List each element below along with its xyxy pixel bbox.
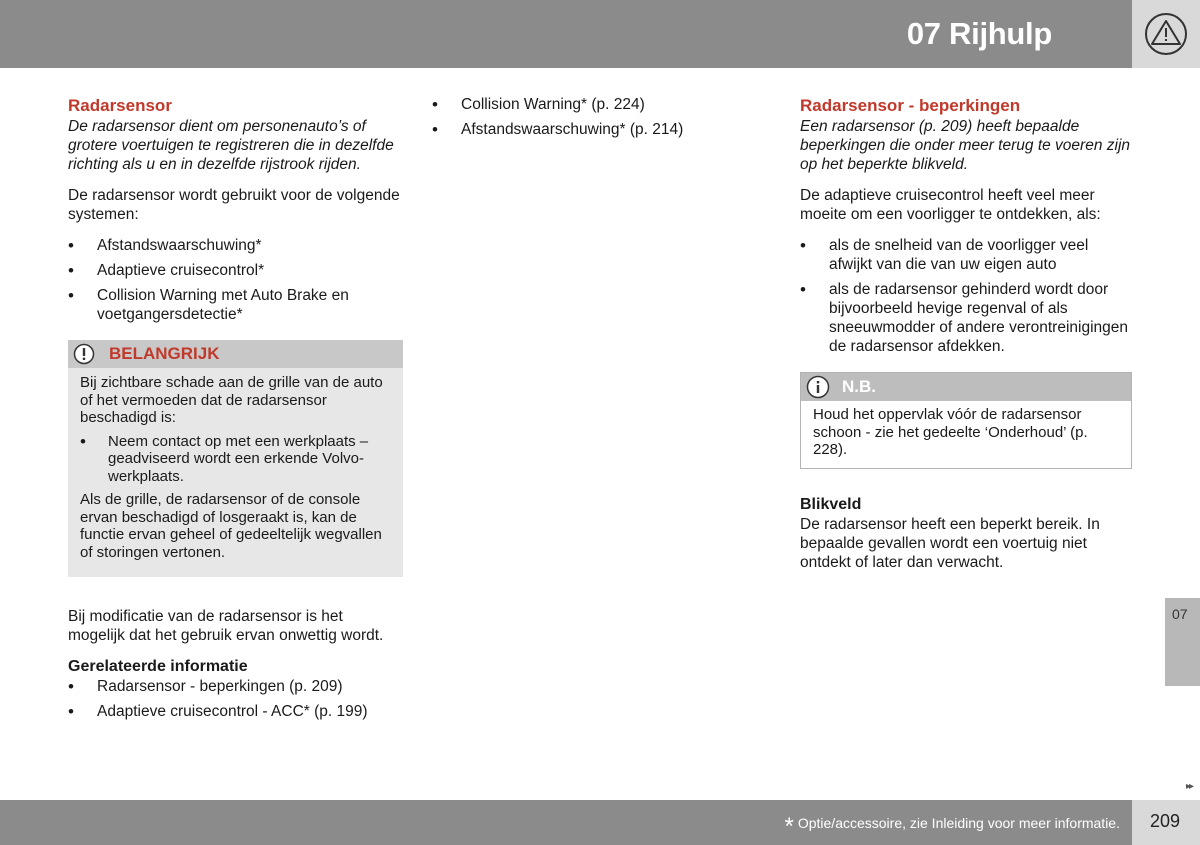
page-footer xyxy=(0,800,1132,845)
section-heading: Radarsensor - beperkingen xyxy=(800,96,1021,115)
important-header xyxy=(68,340,403,368)
chapter-title: 07 Rijhulp xyxy=(906,16,1052,51)
continued-list xyxy=(432,95,762,139)
column-continued xyxy=(432,95,762,151)
list-item: • Afstandswaarschuwing* xyxy=(68,236,403,255)
paragraph: De radarsensor wordt gebruikt voor de volgende systemen: xyxy=(68,187,400,223)
note-text: Houd het oppervlak vóór de radarsensor schoon - zie het gedeelte ‘Onderhoud’ (p. 228). xyxy=(813,406,1088,458)
conditions-list xyxy=(800,236,1132,356)
column-beperkingen xyxy=(800,95,1132,584)
info-icon xyxy=(806,375,830,399)
related-link[interactable]: • Adaptieve cruisecontrol - ACC* (p. 199) xyxy=(68,702,403,721)
list-item: • Adaptieve cruisecontrol* xyxy=(68,261,403,280)
section-heading: Radarsensor xyxy=(68,96,172,115)
page-header xyxy=(0,0,1132,68)
page-number: 209 xyxy=(1150,811,1181,831)
paragraph: De adaptieve cruisecontrol heeft veel meer moeite om een voorligger te ontdekken, als: xyxy=(800,187,1101,223)
warning-triangle-icon xyxy=(1144,12,1188,56)
section-intro: Een radarsensor (p. 209) heeft bepaalde beperkingen die onder meer terug te voeren zijn op het beperkte blikveld. xyxy=(800,118,1131,173)
list-item: • Collision Warning met Auto Brake en voetgangersdetectie* xyxy=(68,286,403,324)
important-text: Bij zichtbare schade aan de grille van de auto of het vermoeden dat de radarsensor beschadigd is: xyxy=(80,374,383,426)
paragraph: Bij modificatie van de radarsensor is het mogelijk dat het gebruik ervan onwettig wordt. xyxy=(68,608,384,644)
related-heading: Gerelateerde informatie xyxy=(68,658,248,675)
footnote-star: * xyxy=(784,813,794,840)
page-number-box xyxy=(1132,800,1200,845)
list-item: • als de radarsensor gehinderd wordt door bijvoorbeeld hevige regenval of als sneeuwmodder of andere verontreinigingen de radarsensor afdekken. xyxy=(800,280,1132,356)
header-icon-box xyxy=(1132,0,1200,68)
list-item: • als de snelheid van de voorligger veel afwijkt van die van uw eigen auto xyxy=(800,236,1132,274)
important-title: BELANGRIJK xyxy=(109,344,220,363)
footer-note xyxy=(784,813,1121,840)
list-item: • Neem contact op met een werkplaats – geadviseerd wordt een erkende Volvo-werkplaats. xyxy=(80,433,391,486)
exclamation-icon xyxy=(73,343,95,365)
sub-heading: Blikveld xyxy=(800,495,862,513)
important-text: Als de grille, de radarsensor of de console ervan beschadigd of losgeraakt is, kan de functie ervan geheel of gedeeltelijk wegvallen of storingen vertonen. xyxy=(80,491,382,561)
chapter-side-tab[interactable] xyxy=(1165,598,1200,686)
related-link[interactable]: • Radarsensor - beperkingen (p. 209) xyxy=(68,677,403,696)
paragraph: De radarsensor heeft een beperkt bereik. In bepaalde gevallen wordt een voertuig niet ontdekt of later dan verwacht. xyxy=(800,515,1100,571)
related-link[interactable]: • Afstandswaarschuwing* (p. 214) xyxy=(432,120,762,139)
next-page-arrows-icon: ▸▸ xyxy=(1186,781,1193,792)
related-link[interactable]: • Collision Warning* (p. 224) xyxy=(432,95,762,114)
important-body xyxy=(68,368,403,561)
related-list xyxy=(68,677,403,721)
note-box xyxy=(800,372,1132,469)
important-box xyxy=(68,340,403,577)
footer-note-text: Optie/accessoire, zie Inleiding voor meer informatie. xyxy=(797,815,1120,831)
note-header xyxy=(801,373,1131,401)
column-radarsensor xyxy=(68,95,403,733)
systems-list xyxy=(68,236,403,324)
section-intro: De radarsensor dient om personenauto’s of grotere voertuigen te registreren die in dezelfde richting als u en in dezelfde rijstrook rijden. xyxy=(68,118,394,173)
important-list xyxy=(80,433,391,486)
side-tab-label: 07 xyxy=(1172,606,1188,622)
note-title: N.B. xyxy=(842,377,876,396)
